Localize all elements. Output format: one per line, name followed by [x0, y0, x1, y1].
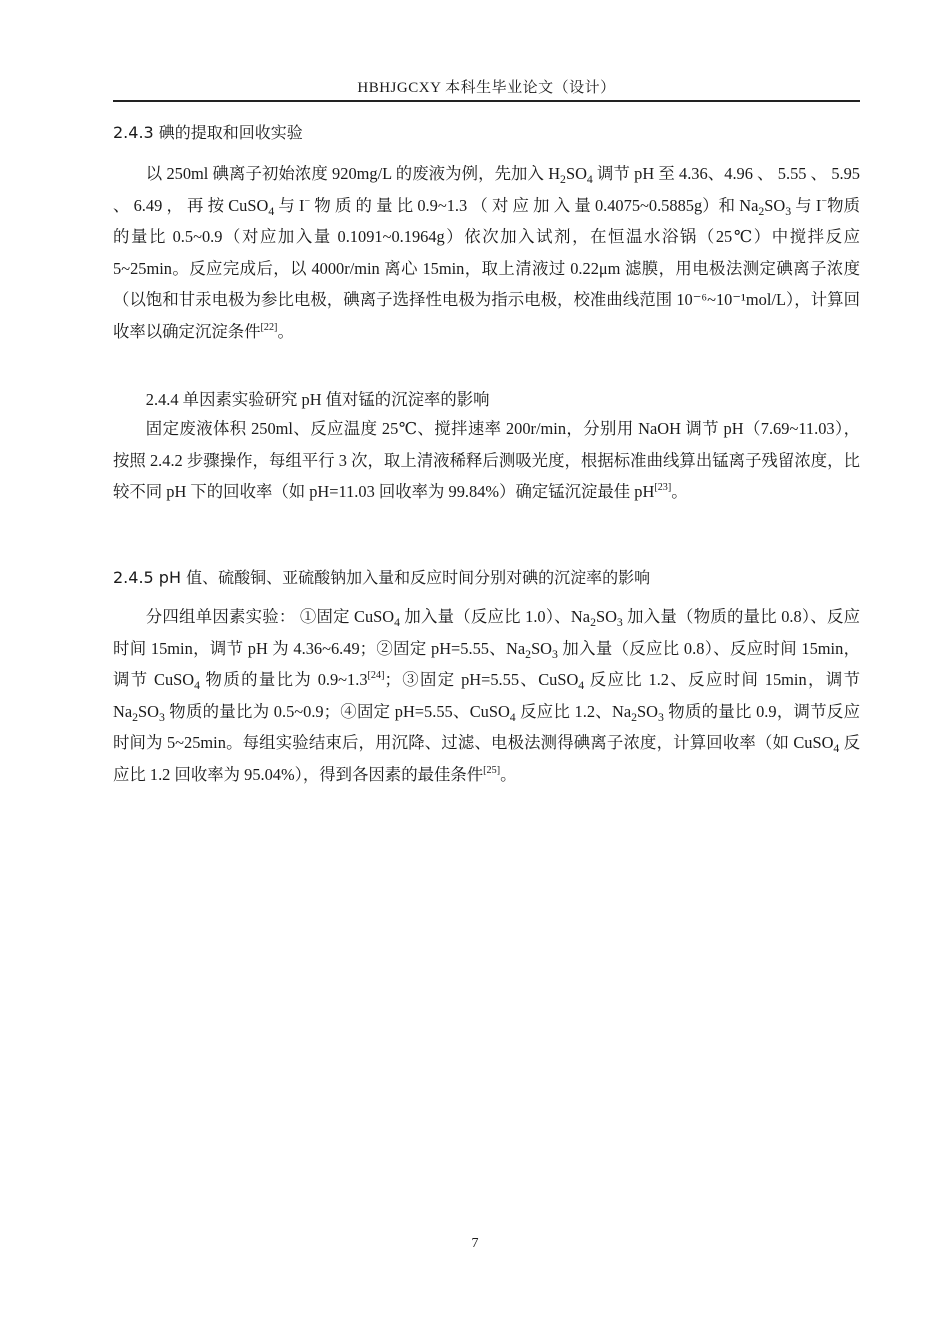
section-heading-2-4-4: 2.4.4 单因素实验研究 pH 值对锰的沉淀率的影响 [145, 390, 490, 409]
section-heading-2-4-5: 2.4.5 pH 值、硫酸铜、亚硫酸钠加入量和反应时间分别对碘的沉淀率的影响 [113, 568, 651, 587]
citation-22: [22] [260, 321, 278, 333]
citation-24: [24] [367, 669, 385, 681]
running-header: HBHJGCXY 本科生毕业论文（设计） [357, 80, 616, 96]
paragraph-iodine-extraction: 以 250ml 碘离子初始浓度 920mg/L 的废液为例，先加入 $H_2SO_4$ 调节 pH 至 4.36、4.96 、 5.55 、 5.95 、 6.49 ， 再 按 CuSO$_4$ 与 I− 物 质 的 量 比 0.9~1.3 （ 对 应 加 入 量 0.4075~0.5885g）和 $Na_2SO_3$ 与 I−物质的量比 0.5~0.9（对应加入量 0.1091~0.1964g）依次加入试剂，在恒温水浴锅（25℃）中搅拌反应 5~25min。反应完成后，以 4000r/min 离心 15min，取上清液过 0.22μm 滤膜，用电极法测定碘离子浓度（以饱和甘汞电极为参比电极，碘离子选择性电极为指示电极，校准曲线范围 10⁻⁶~10⁻¹mol/L），计算回收率以确定沉淀条件[22]。 [113, 164, 860, 341]
header-rule [113, 100, 860, 102]
section-heading-2-4-3: 2.4.3 碘的提取和回收实验 [113, 123, 303, 142]
paragraph-single-factor-experiments: 分四组单因素实验： ①固定 CuSO$_4$ 加入量（反应比 1.0）、$Na_2SO_3$ 加入量（物质的量比 0.8）、反应时间 15min，调节 pH 为 4.36~6.49；②固定 pH=5.55、$Na_2SO_3$ 加入量（反应比 0.8）、反应时间 15min，调节 CuSO$_4$ 物质的量比为 0.9~1.3[24]；③固定 pH=5.55、CuSO$_4$ 反应比 1.2、反应时间 15min，调节 $Na_2SO_3$ 物质的量比为 0.5~0.9；④固定 pH=5.55、CuSO$_4$ 反应比 1.2、$Na_2SO_3$ 物质的量比 0.9，调节反应时间为 5~25min。每组实验结束后，用沉降、过滤、电极法测得碘离子浓度，计算回收率（如 CuSO$_4$ 反应比 1.2 回收率为 95.04%），得到各因素的最佳条件[25]。 [113, 607, 861, 784]
citation-25: [25] [483, 764, 501, 776]
paragraph-manganese-ph: 固定废液体积 250ml、反应温度 25℃、搅拌速率 200r/min，分别用 NaOH 调节 pH（7.69~11.03），按照 2.4.2 步骤操作，每组平行 3 次，取上清液稀释后测吸光度，根据标准曲线算出锰离子残留浓度，比较不同 pH 下的回收率（如 pH=11.03 回收率为 99.84%）确定锰沉淀最佳 pH[23]。 [113, 419, 860, 501]
page-number: 7 [471, 1236, 479, 1251]
citation-23: [23] [654, 481, 672, 493]
